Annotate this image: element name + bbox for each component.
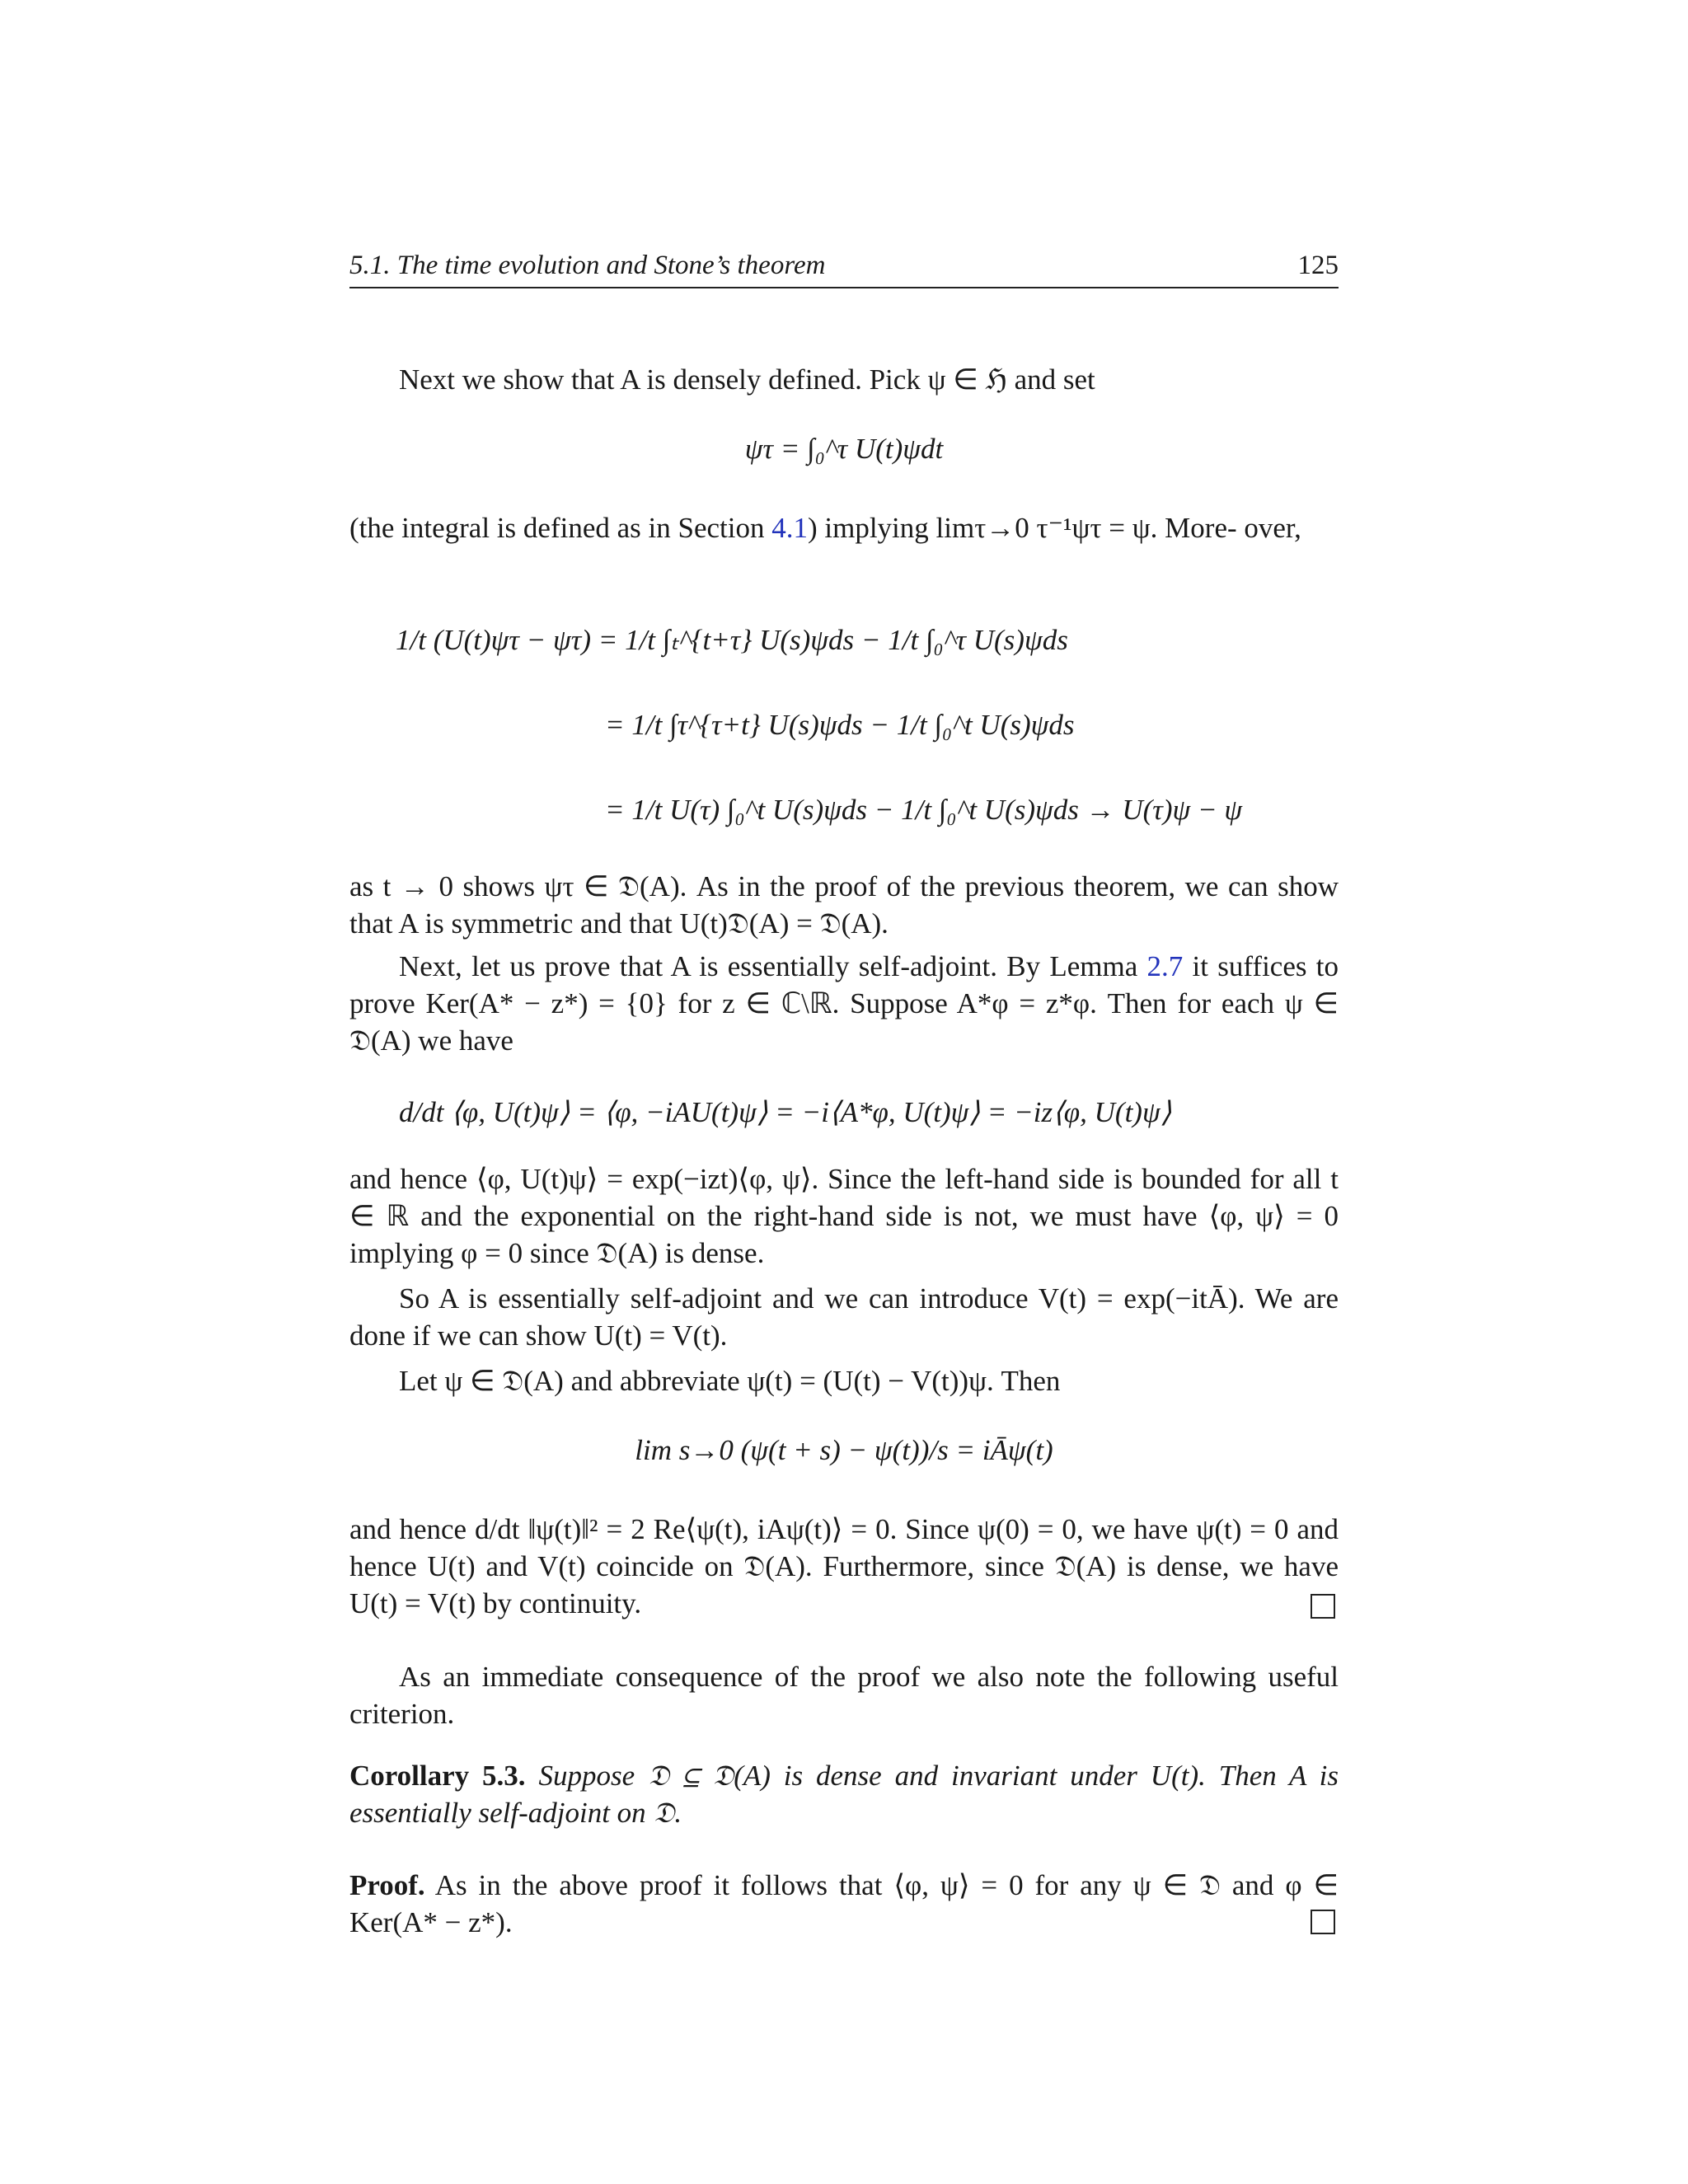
corollary-5-3 <box>349 1757 1339 1831</box>
paragraph-6: So A is essentially self-adjoint and we can introduce V(t) = exp(−itĀ). We are done if we can show U(t) = V(t). <box>349 1282 1339 1352</box>
paragraph-1: Next we show that A is densely defined. Pick ψ ∈ ℌ and set <box>399 363 1095 396</box>
proof-text: As in the above proof it follows that ⟨φ, ψ⟩ = 0 for any ψ ∈ 𝔇 and φ ∈ Ker(A* − z*). <box>349 1869 1339 1938</box>
paragraph-8: and hence d/dt ‖ψ(t)‖² = 2 Re⟨ψ(t), iAψ(t)⟩ = 0. Since ψ(0) = 0, we have ψ(t) = 0 and hence U(t) and V(t) coincide on 𝔇(A). Furthermore, since 𝔇(A) is dense, we have U(t) = V(t) by continuity. <box>349 1513 1339 1619</box>
proof-label: Proof. <box>349 1869 425 1901</box>
paragraph-4-text-b: it suffices to prove Ker(A* − z*) = {0} for z ∈ ℂ\ℝ. Suppose A*φ = z*φ. Then for each ψ ∈ 𝔇(A) we have <box>349 950 1339 1057</box>
equation-1: ψτ = ∫₀^τ U(t)ψdt <box>744 433 944 465</box>
paragraph-4 <box>349 948 1339 1059</box>
paragraph-2 <box>349 509 1339 546</box>
equation-4: lim s→0 (ψ(t + s) − ψ(t))/s = iĀψ(t) <box>635 1434 1053 1466</box>
paragraph-5: and hence ⟨φ, U(t)ψ⟩ = exp(−izt)⟨φ, ψ⟩. Since the left-hand side is bounded for all t ∈ ℝ and the exponential on the right-hand side is not, we must have ⟨φ, ψ⟩ = 0 implying φ = 0 since 𝔇(A) is dense. <box>349 1163 1339 1269</box>
section-title: 5.1. The time evolution and Stone’s theorem <box>349 251 826 280</box>
corollary-label: Corollary 5.3. <box>349 1760 526 1792</box>
running-head <box>349 244 1339 288</box>
paragraph-4-text-a: Next, let us prove that A is essentially self-adjoint. By Lemma <box>399 950 1147 982</box>
lemma-link[interactable]: 2.7 <box>1146 950 1184 982</box>
paragraph-2-text-a: (the integral is defined as in Section <box>349 512 772 544</box>
equation-2-line-2: = 1/t ∫τ^{τ+t} U(s)ψds − 1/t ∫₀^t U(s)ψds <box>605 709 1075 741</box>
paragraph-9: As an immediate consequence of the proof we also note the following useful criterion. <box>349 1661 1339 1730</box>
proof <box>349 1867 1339 1941</box>
equation-2-line-1: 1/t (U(t)ψτ − ψτ) = 1/t ∫ₜ^{t+τ} U(s)ψds − 1/t ∫₀^τ U(s)ψds <box>396 624 1068 656</box>
page-number: 125 <box>1297 251 1339 280</box>
corollary-text: Suppose 𝔇 ⊆ 𝔇(A) is dense and invariant under U(t). Then A is essentially self-adjoint on 𝔇. <box>349 1760 1339 1829</box>
paragraph-2-text-b: ) implying limτ→0 τ⁻¹ψτ = ψ. More- over, <box>807 512 1301 544</box>
qed-symbol-2 <box>1311 1910 1335 1934</box>
qed-symbol-1 <box>1311 1594 1335 1619</box>
section-link[interactable]: 4.1 <box>771 512 808 544</box>
equation-3: d/dt ⟨φ, U(t)ψ⟩ = ⟨φ, −iAU(t)ψ⟩ = −i⟨A*φ, U(t)ψ⟩ = −iz⟨φ, U(t)ψ⟩ <box>399 1096 1172 1128</box>
equation-2-line-3: = 1/t U(τ) ∫₀^t U(s)ψds − 1/t ∫₀^t U(s)ψds → U(τ)ψ − ψ <box>605 794 1243 826</box>
paragraph-7: Let ψ ∈ 𝔇(A) and abbreviate ψ(t) = (U(t) − V(t))ψ. Then <box>399 1365 1061 1397</box>
paragraph-3: as t → 0 shows ψτ ∈ 𝔇(A). As in the proof of the previous theorem, we can show that A is symmetric and that U(t)𝔇(A) = 𝔇(A). <box>349 870 1339 940</box>
